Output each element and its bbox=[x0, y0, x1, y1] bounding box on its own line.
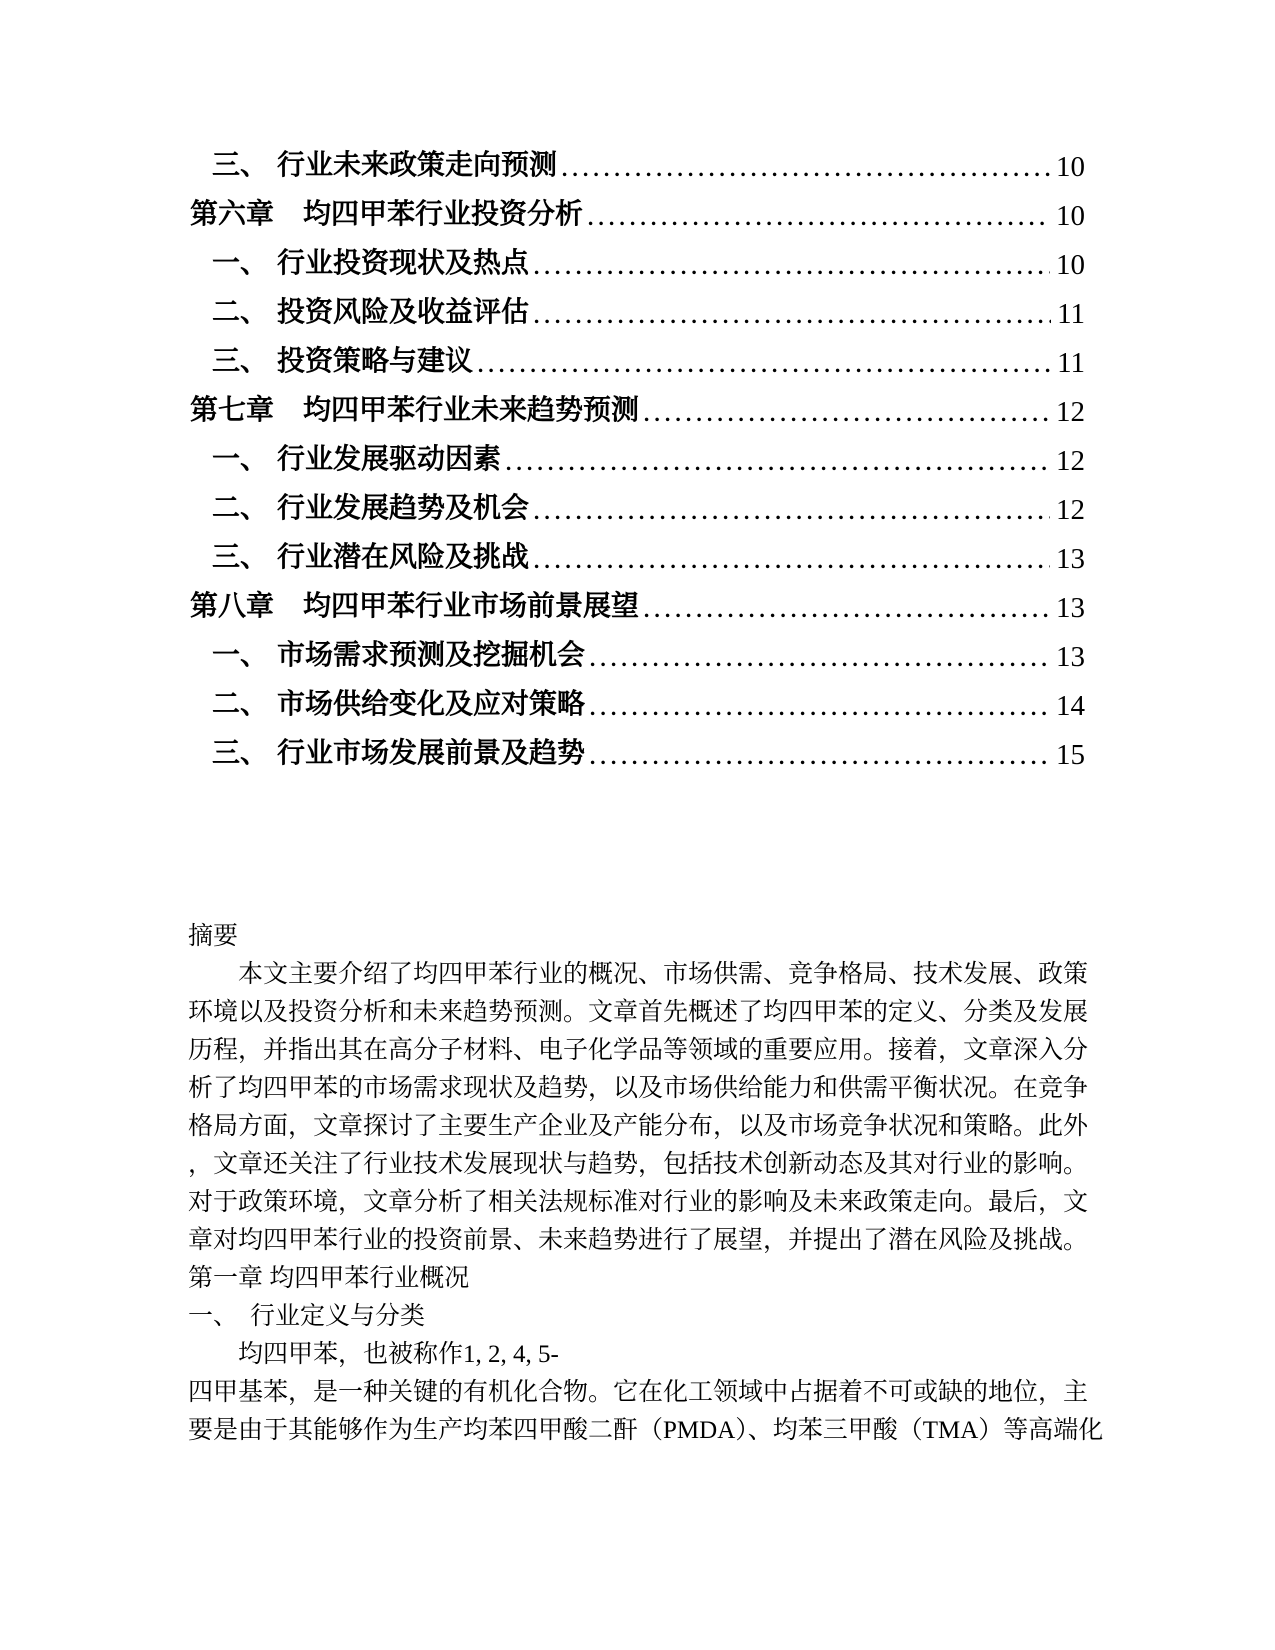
toc-page-number: 10 bbox=[1056, 249, 1085, 281]
toc-page-number: 12 bbox=[1056, 494, 1085, 526]
toc-entry-label: 第六章 bbox=[190, 199, 275, 230]
toc-dot-leader bbox=[562, 171, 1050, 178]
toc-entry[interactable] bbox=[190, 575, 1085, 624]
toc-entry[interactable] bbox=[190, 673, 1085, 722]
toc-entry[interactable] bbox=[190, 232, 1085, 281]
toc-entry-title: 均四甲苯行业投资分析 bbox=[303, 199, 584, 230]
toc-entry-label: 三、 bbox=[212, 346, 269, 377]
toc-entry-label: 第八章 bbox=[190, 591, 275, 622]
toc-page-number: 11 bbox=[1057, 347, 1085, 379]
toc-entry[interactable] bbox=[190, 428, 1085, 477]
toc-entry[interactable] bbox=[190, 379, 1085, 428]
toc-entry-title: 行业市场发展前景及趋势 bbox=[277, 738, 586, 769]
toc-entry-title: 均四甲苯行业未来趋势预测 bbox=[303, 395, 640, 426]
toc-dot-leader bbox=[644, 612, 1050, 619]
toc-entry-label: 第七章 bbox=[190, 395, 275, 426]
toc-entry-label: 二、 bbox=[212, 493, 269, 524]
toc-dot-leader bbox=[588, 220, 1050, 227]
table-of-contents bbox=[190, 134, 1085, 771]
body-line: 均四甲苯，也被称作1, 2, 4, 5- bbox=[238, 1341, 559, 1368]
toc-entry[interactable] bbox=[190, 477, 1085, 526]
toc-entry-label: 一、 bbox=[212, 248, 269, 279]
section-heading bbox=[188, 1298, 1100, 1336]
toc-entry-label: 三、 bbox=[212, 150, 269, 181]
toc-entry-title: 行业未来政策走向预测 bbox=[277, 150, 558, 181]
toc-entry-title: 市场供给变化及应对策略 bbox=[277, 689, 586, 720]
toc-dot-leader bbox=[590, 661, 1050, 668]
abstract-line: 析了均四甲苯的市场需求现状及趋势，以及市场供给能力和供需平衡状况。在竞争 bbox=[188, 1075, 1089, 1102]
toc-entry-label: 三、 bbox=[212, 738, 269, 769]
toc-entry[interactable] bbox=[190, 134, 1085, 183]
toc-entry[interactable] bbox=[190, 624, 1085, 673]
toc-dot-leader bbox=[534, 514, 1050, 521]
section-number-label: 一、 bbox=[188, 1303, 239, 1330]
toc-dot-leader bbox=[590, 710, 1050, 717]
toc-entry-label: 一、 bbox=[212, 640, 269, 671]
toc-page-number: 10 bbox=[1056, 151, 1085, 183]
abstract-line: 格局方面，文章探讨了主要生产企业及产能分布，以及市场竞争状况和策略。此外 bbox=[188, 1113, 1089, 1140]
toc-entry-title: 投资风险及收益评估 bbox=[277, 297, 530, 328]
toc-entry-title: 行业发展驱动因素 bbox=[277, 444, 502, 475]
toc-entry-label: 三、 bbox=[212, 542, 269, 573]
abstract-line: 对于政策环境，文章分析了相关法规标准对行业的影响及未来政策走向。最后，文 bbox=[188, 1189, 1089, 1216]
toc-page-number: 14 bbox=[1056, 690, 1085, 722]
toc-dot-leader bbox=[478, 367, 1051, 374]
abstract-line: 本文主要介绍了均四甲苯行业的概况、市场供需、竞争格局、技术发展、政策 bbox=[238, 961, 1089, 988]
toc-page-number: 15 bbox=[1056, 739, 1085, 771]
toc-page-number: 11 bbox=[1057, 298, 1085, 330]
toc-entry-label: 二、 bbox=[212, 689, 269, 720]
toc-dot-leader bbox=[506, 465, 1050, 472]
toc-entry-label: 一、 bbox=[212, 444, 269, 475]
toc-entry[interactable] bbox=[190, 330, 1085, 379]
toc-entry-title: 均四甲苯行业市场前景展望 bbox=[303, 591, 640, 622]
toc-entry-title: 行业投资现状及热点 bbox=[277, 248, 530, 279]
body-line: 要是由于其能够作为生产均苯四甲酸二酐（PMDA）、均苯三甲酸（TMA）等高端化 bbox=[188, 1417, 1104, 1444]
toc-entry[interactable] bbox=[190, 183, 1085, 232]
chapter-heading: 第一章 均四甲苯行业概况 bbox=[188, 1265, 470, 1292]
toc-page-number: 12 bbox=[1056, 396, 1085, 428]
toc-page-number: 13 bbox=[1056, 641, 1085, 673]
toc-page-number: 13 bbox=[1056, 543, 1085, 575]
toc-dot-leader bbox=[534, 269, 1050, 276]
toc-dot-leader bbox=[534, 318, 1051, 325]
toc-entry-title: 市场需求预测及挖掘机会 bbox=[277, 640, 586, 671]
toc-entry-label: 二、 bbox=[212, 297, 269, 328]
abstract-heading: 摘要 bbox=[188, 923, 239, 950]
toc-dot-leader bbox=[644, 416, 1050, 423]
abstract-line: 章对均四甲苯行业的投资前景、未来趋势进行了展望，并提出了潜在风险及挑战。 bbox=[188, 1227, 1089, 1254]
document-body bbox=[188, 918, 1104, 1450]
abstract-line: ，文章还关注了行业技术发展现状与趋势，包括技术创新动态及其对行业的影响。 bbox=[188, 1151, 1089, 1178]
toc-dot-leader bbox=[534, 563, 1050, 570]
toc-page-number: 13 bbox=[1056, 592, 1085, 624]
toc-entry-title: 投资策略与建议 bbox=[277, 346, 474, 377]
abstract-line: 环境以及投资分析和未来趋势预测。文章首先概述了均四甲苯的定义、分类及发展 bbox=[188, 999, 1089, 1026]
toc-entry[interactable] bbox=[190, 722, 1085, 771]
toc-entry[interactable] bbox=[190, 281, 1085, 330]
abstract-line: 历程，并指出其在高分子材料、电子化学品等领域的重要应用。接着，文章深入分 bbox=[188, 1037, 1089, 1064]
body-line: 四甲基苯，是一种关键的有机化合物。它在化工领域中占据着不可或缺的地位，主 bbox=[188, 1379, 1089, 1406]
toc-entry-title: 行业潜在风险及挑战 bbox=[277, 542, 530, 573]
toc-dot-leader bbox=[590, 759, 1050, 766]
toc-page-number: 10 bbox=[1056, 200, 1085, 232]
section-title: 行业定义与分类 bbox=[250, 1303, 426, 1330]
toc-entry-title: 行业发展趋势及机会 bbox=[277, 493, 530, 524]
toc-page-number: 12 bbox=[1056, 445, 1085, 477]
toc-entry[interactable] bbox=[190, 526, 1085, 575]
